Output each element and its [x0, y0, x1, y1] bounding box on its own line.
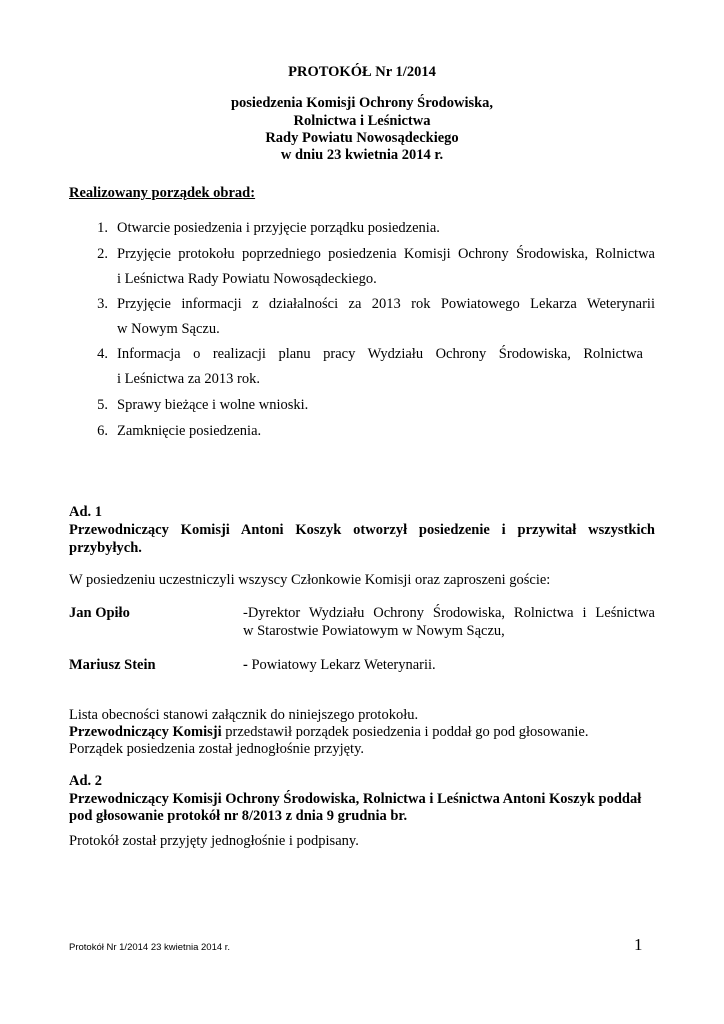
agenda-item-number: 3.: [97, 296, 108, 312]
guest-name: Jan Opiło: [69, 605, 130, 621]
agenda-item-text: Otwarcie posiedzenia i przyjęcie porządku posiedzenia.: [117, 220, 440, 236]
guest-role: Powiatowy Lekarz Weterynarii.: [247, 657, 436, 673]
agenda-item-text-cont: i Leśnictwa za 2013 rok.: [117, 371, 260, 387]
agenda-item-text-cont: w Nowym Sączu.: [117, 321, 220, 337]
agenda-item-number: 5.: [97, 397, 108, 413]
guest-role-cont: w Starostwie Powiatowym w Nowym Sączu,: [243, 623, 505, 639]
agenda-presentation: [69, 724, 588, 741]
ad2-heading: Ad. 2: [69, 773, 103, 789]
chair-label: Przewodniczący Komisji: [69, 724, 222, 740]
agenda-item-number: 2.: [97, 246, 108, 262]
agenda-item-text: Zamknięcie posiedzenia.: [117, 423, 262, 439]
guest-role: -Dyrektor Wydziału Ochrony Środowiska, Rolnictwa i Leśnictwa: [243, 605, 655, 621]
page-title: PROTOKÓŁ Nr 1/2014: [288, 64, 436, 80]
subtitle-line-1: posiedzenia Komisji Ochrony Środowiska,: [230, 95, 494, 111]
agenda-item-text-cont: i Leśnictwa Rady Powiatu Nowosądeckiego.: [117, 271, 377, 287]
ad1-statement-cont: przybyłych.: [69, 540, 142, 556]
agenda-item-number: 1.: [97, 220, 108, 236]
agenda-item-number: 4.: [97, 346, 108, 362]
attendance-text: W posiedzeniu uczestniczyli wszyscy Członkowie Komisji oraz zaproszeni goście:: [69, 572, 551, 588]
agenda-item-text: Informacja o realizacji planu pracy Wydziału Ochrony Środowiska, Rolnictwa: [117, 346, 643, 362]
ad2-result: Protokół został przyjęty jednogłośnie i podpisany.: [69, 833, 359, 849]
ad1-heading: Ad. 1: [69, 504, 103, 520]
chair-action: przedstawił porządek posiedzenia i poddał go pod głosowanie.: [221, 724, 589, 740]
guest-name: Mariusz Stein: [69, 657, 156, 673]
agenda-item-text: Przyjęcie informacji z działalności za 2013 rok Powiatowego Lekarza Weterynarii: [117, 296, 655, 312]
ad2-statement: Przewodniczący Komisji Ochrony Środowiska, Rolnictwa i Leśnictwa Antoni Koszyk poddał: [69, 791, 642, 807]
agenda-accepted: Porządek posiedzenia został jednogłośnie przyjęty.: [69, 741, 365, 757]
agenda-item-text: Sprawy bieżące i wolne wnioski.: [117, 397, 309, 413]
footer-text: Protokół Nr 1/2014 23 kwietnia 2014 r.: [69, 942, 231, 953]
subtitle-line-2: Rolnictwa i Leśnictwa: [293, 113, 431, 129]
ad1-statement: Przewodniczący Komisji Antoni Koszyk otworzył posiedzenie i przywitał wszystkich: [69, 522, 655, 538]
agenda-item-text: Przyjęcie protokołu poprzedniego posiedzenia Komisji Ochrony Środowiska, Rolnictwa: [117, 246, 655, 262]
attendance-list-note: Lista obecności stanowi załącznik do niniejszego protokołu.: [69, 707, 419, 723]
ad2-statement-cont: pod głosowanie protokół nr 8/2013 z dnia 9 grudnia br.: [69, 808, 408, 824]
agenda-heading: Realizowany porządek obrad:: [69, 185, 256, 201]
agenda-item-number: 6.: [97, 423, 108, 439]
guest-dash: -: [243, 657, 248, 673]
subtitle-line-3: Rady Powiatu Nowosądeckiego: [265, 130, 459, 146]
page-number: 1: [634, 935, 643, 954]
subtitle-line-4: w dniu 23 kwietnia 2014 r.: [280, 147, 444, 163]
